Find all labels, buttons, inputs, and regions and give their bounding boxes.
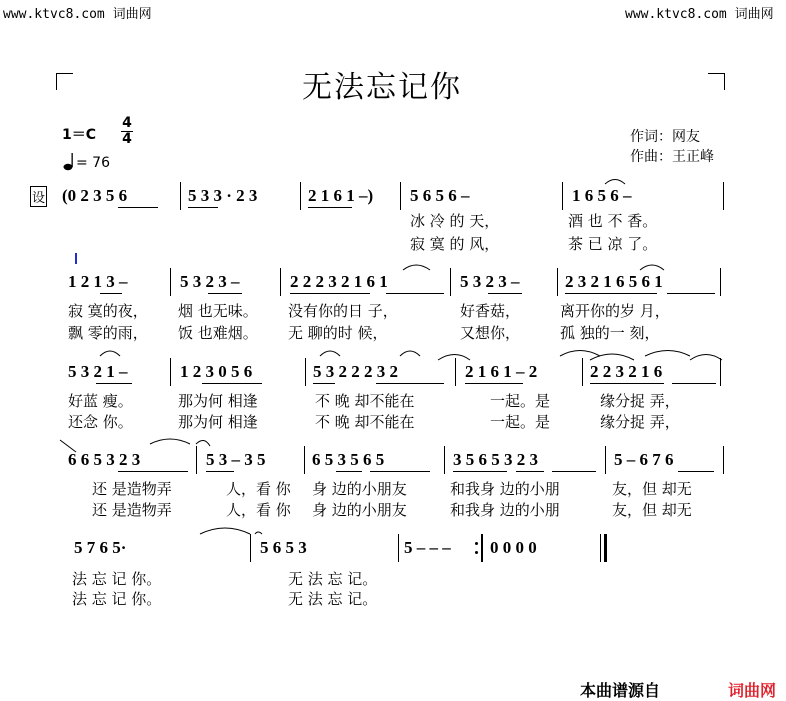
slur (255, 532, 262, 534)
time-sig-bottom: 4 (122, 131, 132, 147)
underline (465, 383, 523, 384)
watermark-right: www.ktvc8.com 词曲网 (625, 7, 774, 22)
measure-r5-3: 5 – – – (404, 538, 451, 557)
measure-r1-5: 1 6 5 6 – (572, 186, 632, 205)
measure-r5-1: 5 7 6 5· (74, 538, 127, 557)
barline (196, 446, 197, 474)
slur (438, 355, 470, 361)
barline (304, 446, 305, 474)
final-barline-thin (600, 534, 601, 562)
slur (690, 355, 722, 361)
barline (170, 268, 171, 296)
measure-r1-2: 5 3 3 · 2 3 (188, 186, 258, 205)
underline (118, 471, 188, 472)
lyric-r3-v1-1: 好蓝 瘦。 (68, 392, 133, 410)
slur (590, 354, 634, 360)
lyric-r2-v2-4: 又想你， (460, 324, 521, 342)
underline (188, 207, 218, 208)
barline (450, 268, 451, 296)
lyric-r2-v2-2: 饭 也难烟。 (178, 324, 258, 342)
measure-r4-4: 3 5 6 5 3 2 3 (453, 450, 538, 469)
lyric-r3-v1-2: 那为何 相逢 (178, 392, 258, 410)
measure-r4-1: 6 6 5 3 2 3 (68, 450, 141, 469)
underline (590, 383, 664, 384)
underline (206, 471, 234, 472)
slur (605, 180, 625, 185)
final-barline-thick (604, 534, 607, 562)
lyric-r2-v1-3: 没有你的日 子， (288, 302, 398, 320)
underline (208, 293, 242, 294)
lyric-r3-v2-2: 那为何 相逢 (178, 413, 258, 431)
lyric-r4-v1-3: 身 边的小朋友 (312, 480, 407, 498)
barline (557, 268, 558, 296)
lyric-r1-v2-5: 茶 已 凉 了。 (568, 235, 658, 253)
underline (290, 293, 370, 294)
barline (723, 182, 724, 210)
lyric-r2-v2-1: 飘 零的雨， (68, 324, 148, 342)
footer-source-text: 本曲谱源自 (580, 681, 661, 700)
lyric-r4-v2-4: 和我身 边的小朋 (450, 501, 560, 519)
lyric-r2-v2-3: 无 聊的时 候， (288, 324, 388, 342)
barline (300, 182, 301, 210)
underline (202, 383, 262, 384)
repeat-dot (475, 542, 478, 545)
slur (196, 440, 210, 446)
underline (667, 293, 715, 294)
measure-r2-3: 2 2 2 3 2 1 6 1 (290, 272, 388, 291)
slur (320, 351, 340, 356)
lyric-r4-v2-1: 还 是造物弄 (92, 501, 172, 519)
slur (400, 351, 420, 356)
quarter-note-icon (63, 151, 75, 175)
lyric-r4-v2-5: 友，但 却无 (612, 501, 692, 519)
lyric-r3-v2-1: 还念 你。 (68, 413, 133, 431)
slur (640, 265, 664, 270)
composer-credit: 作曲：王正峰 (630, 149, 714, 165)
lyric-r1-v1-5: 酒 也 不 香。 (568, 212, 658, 230)
footer-site-link[interactable]: 词曲网 (728, 681, 777, 700)
lyric-r3-v1-3: 不 晚 却不能在 (315, 392, 415, 410)
measure-r1-4: 5 6 5 6 – (410, 186, 470, 205)
underline (672, 383, 716, 384)
lyric-r2-v1-5: 离开你的岁 月， (560, 302, 670, 320)
barline (400, 182, 401, 210)
lyric-r2-v1-2: 烟 也无味。 (178, 302, 258, 320)
cursor-mark (75, 253, 77, 264)
slur (560, 351, 600, 357)
lyric-r5-v1-2: 无 法 忘 记。 (288, 570, 378, 588)
lyric-r3-v1-5: 缘分捉 弄， (600, 392, 680, 410)
barline (720, 268, 721, 296)
measure-r3-1: 5 3 2 1 – (68, 362, 128, 381)
barline (723, 446, 724, 474)
barline (280, 268, 281, 296)
underline (453, 471, 507, 472)
underline (516, 471, 544, 472)
intro-mark: 设 (30, 186, 47, 207)
lyric-r4-v1-4: 和我身 边的小朋 (450, 480, 560, 498)
measure-r2-5: 2 3 2 1 6 5 6 1 (565, 272, 663, 291)
measure-r3-4: 2 1 6 1 – 2 (465, 362, 538, 381)
measure-r1-1: (0 2 3 5 6 (62, 186, 128, 205)
time-signature (121, 116, 133, 147)
barline (582, 358, 583, 386)
lyric-r4-v2-2: 人，看 你 (226, 501, 291, 519)
barline (720, 358, 721, 386)
measure-r4-2: 5 3 – 3 5 (206, 450, 266, 469)
measure-r3-2: 1 2 3 0 5 6 (180, 362, 253, 381)
underline (678, 471, 714, 472)
barline (305, 358, 306, 386)
lyricist-credit: 作词：网友 (630, 129, 700, 145)
barline (455, 358, 456, 386)
lyric-r3-v1-4: 一起。是 (490, 392, 551, 410)
slur (200, 528, 250, 534)
underline (336, 471, 362, 472)
barline (250, 534, 251, 562)
time-sig-top: 4 (122, 115, 132, 131)
underline (96, 383, 132, 384)
lyric-r1-v1-4: 冰 冷 的 天， (410, 212, 500, 230)
underline (313, 383, 335, 384)
lyric-r5-v2-1: 法 忘 记 你。 (72, 590, 162, 608)
measure-r2-4: 5 3 2 3 – (460, 272, 520, 291)
page-title: 无法忘记你 (302, 70, 462, 105)
lyric-r4-v1-2: 人，看 你 (226, 480, 291, 498)
corner-mark-right (708, 73, 725, 90)
lyric-r3-v2-4: 一起。是 (490, 413, 551, 431)
measure-r5-4: 0 0 0 0 (490, 538, 537, 557)
lyric-r1-v2-4: 寂 寞 的 风， (410, 235, 500, 253)
barline (444, 446, 445, 474)
lyric-r3-v2-3: 不 晚 却不能在 (315, 413, 415, 431)
barline (562, 182, 563, 210)
measure-r2-1: 1 2 1 3 – (68, 272, 128, 291)
slur (403, 265, 430, 270)
key-signature: 1＝C (62, 127, 97, 143)
barline (605, 446, 606, 474)
underline (386, 293, 444, 294)
lyric-r5-v2-2: 无 法 忘 记。 (288, 590, 378, 608)
measure-r3-5: 2 2 3 2 1 6 (590, 362, 663, 381)
slur (150, 439, 190, 444)
underline (488, 293, 522, 294)
barline (180, 182, 181, 210)
underline (118, 207, 158, 208)
underline (370, 471, 430, 472)
measure-r4-5: 5 – 6 7 6 (614, 450, 674, 469)
underline (565, 293, 657, 294)
tempo-marking: = 76 (76, 155, 110, 171)
underline (100, 293, 122, 294)
barline (170, 358, 171, 386)
measure-r2-2: 5 3 2 3 – (180, 272, 240, 291)
measure-r1-3: 2 1 6 1 –) (308, 186, 374, 205)
underline (376, 383, 444, 384)
lyric-r4-v2-3: 身 边的小朋友 (312, 501, 407, 519)
corner-mark-left (56, 73, 73, 90)
barline (398, 534, 399, 562)
slur (100, 351, 120, 356)
underline (308, 207, 352, 208)
lyric-r5-v1-1: 法 忘 记 你。 (72, 570, 162, 588)
measure-r5-2: 5 6 5 3 (260, 538, 307, 557)
lyric-r4-v1-1: 还 是造物弄 (92, 480, 172, 498)
slur (645, 351, 690, 357)
measure-r4-3: 6 5 3 5 6 5 (312, 450, 385, 469)
lyric-r2-v2-5: 孤 独的一 刻， (560, 324, 660, 342)
repeat-dot (475, 551, 478, 554)
lyric-r2-v1-1: 寂 寞的夜， (68, 302, 148, 320)
lyric-r2-v1-4: 好香菇， (460, 302, 521, 320)
measure-r3-3: 5 3 2 2 2 3 2 (313, 362, 398, 381)
underline (552, 471, 596, 472)
lyric-r4-v1-5: 友，但 却无 (612, 480, 692, 498)
lyric-r3-v2-5: 缘分捉 弄， (600, 413, 680, 431)
watermark-left: www.ktvc8.com 词曲网 (3, 7, 152, 22)
repeat-barline (481, 534, 483, 562)
